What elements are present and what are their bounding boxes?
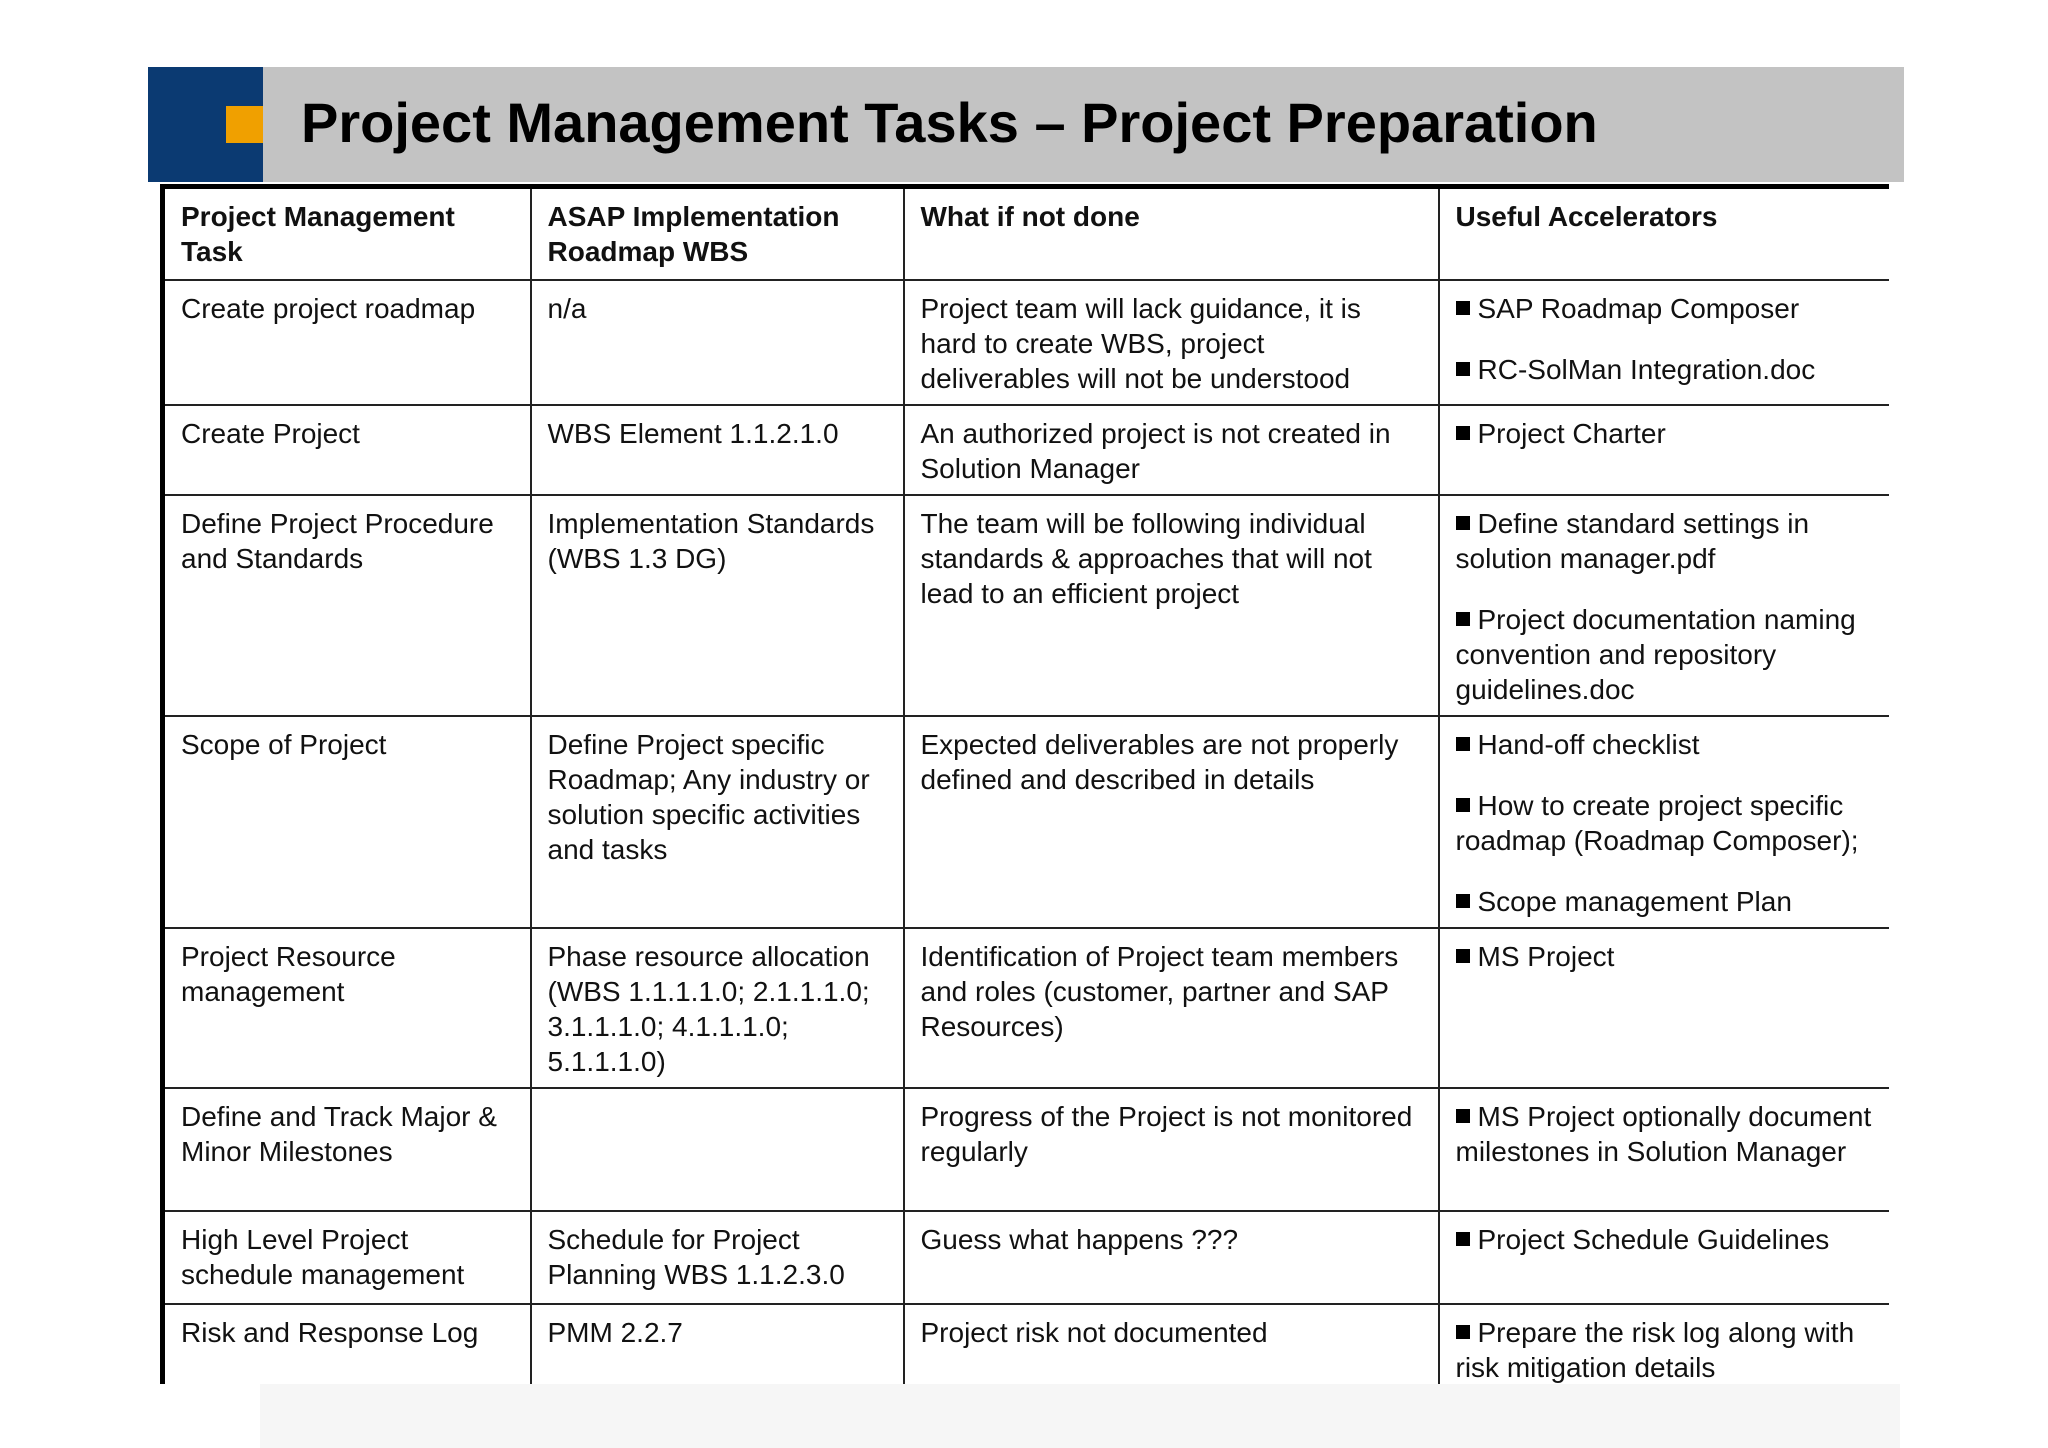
- task-cell: Create project roadmap: [163, 280, 531, 405]
- page-title: Project Management Tasks – Project Preparation: [301, 91, 1598, 154]
- accelerator-text: SAP Roadmap Composer: [1477, 292, 1800, 324]
- accelerator-text: Hand-off checklist: [1477, 728, 1700, 760]
- accelerators-cell: [1439, 1088, 1890, 1211]
- wbs-cell: Define Project specific Roadmap; Any industry or solution specific activities and tasks: [531, 716, 904, 928]
- square-bullet-icon: [1456, 362, 1470, 376]
- accelerator-text: Define standard settings in solution manager.pdf: [1455, 507, 1810, 574]
- square-bullet-icon: [1456, 798, 1470, 812]
- table-body: [163, 280, 1890, 1385]
- square-bullet-icon: [1456, 949, 1470, 963]
- accelerator-item: [1456, 788, 1874, 858]
- accelerator-item: [1456, 416, 1874, 451]
- task-cell: Define and Track Major & Minor Milestones: [163, 1088, 531, 1211]
- header-cell: Project Management Task: [163, 187, 531, 280]
- if-not-done-cell: Guess what happens ???: [904, 1211, 1439, 1304]
- accelerator-text: Scope management Plan: [1477, 885, 1792, 917]
- if-not-done-cell: Identification of Project team members and roles (customer, partner and SAP Resources): [904, 928, 1439, 1088]
- square-bullet-icon: [1456, 737, 1470, 751]
- table-frame: [160, 184, 1889, 1384]
- wbs-cell: Phase resource allocation (WBS 1.1.1.1.0; 2.1.1.1.0; 3.1.1.1.0; 4.1.1.1.0; 5.1.1.1.0): [531, 928, 904, 1088]
- table-row: [163, 405, 1890, 495]
- square-bullet-icon: [1456, 1232, 1470, 1246]
- accelerators-cell: [1439, 1304, 1890, 1385]
- accelerators-cell: [1439, 280, 1890, 405]
- accelerator-item: [1456, 727, 1874, 762]
- accelerator-text: MS Project optionally document milestones in Solution Manager: [1455, 1100, 1872, 1167]
- footer-band: [260, 1384, 1900, 1448]
- square-bullet-icon: [1456, 894, 1470, 908]
- accelerator-text: How to create project specific roadmap (Roadmap Composer);: [1455, 789, 1859, 856]
- square-bullet-icon: [1456, 426, 1470, 440]
- task-cell: High Level Project schedule management: [163, 1211, 531, 1304]
- accelerator-text: MS Project: [1477, 940, 1615, 972]
- header-cell: What if not done: [904, 187, 1439, 280]
- title-bar: [148, 67, 1904, 182]
- table-row: [163, 1211, 1890, 1304]
- accelerators-cell: [1439, 495, 1890, 716]
- accelerator-item: [1456, 602, 1874, 707]
- if-not-done-cell: Project team will lack guidance, it is hard to create WBS, project deliverables will not be understood: [904, 280, 1439, 405]
- header-cell: ASAP Implementation Roadmap WBS: [531, 187, 904, 280]
- square-bullet-icon: [1456, 516, 1470, 530]
- square-bullet-icon: [1456, 1109, 1470, 1123]
- brand-square-icon: [226, 106, 263, 143]
- table-row: [163, 1088, 1890, 1211]
- wbs-cell: [531, 1088, 904, 1211]
- brand-block: [148, 67, 263, 182]
- accelerator-text: Project Schedule Guidelines: [1477, 1223, 1830, 1255]
- task-cell: Define Project Procedure and Standards: [163, 495, 531, 716]
- square-bullet-icon: [1456, 612, 1470, 626]
- accelerators-cell: [1439, 928, 1890, 1088]
- accelerators-cell: [1439, 405, 1890, 495]
- header-cell: Useful Accelerators: [1439, 187, 1890, 280]
- accelerator-item: [1456, 1099, 1874, 1169]
- accelerator-item: [1456, 291, 1874, 326]
- tasks-table: [160, 184, 1889, 1384]
- square-bullet-icon: [1456, 301, 1470, 315]
- accelerator-text: Project Charter: [1477, 417, 1666, 449]
- task-cell: Project Resource management: [163, 928, 531, 1088]
- accelerator-item: [1456, 506, 1874, 576]
- task-cell: Scope of Project: [163, 716, 531, 928]
- accelerators-cell: [1439, 1211, 1890, 1304]
- accelerator-item: [1456, 884, 1874, 919]
- wbs-cell: Schedule for Project Planning WBS 1.1.2.3.0: [531, 1211, 904, 1304]
- table-row: [163, 495, 1890, 716]
- wbs-cell: Implementation Standards (WBS 1.3 DG): [531, 495, 904, 716]
- accelerator-text: RC-SolMan Integration.doc: [1477, 353, 1816, 385]
- header-row: [163, 187, 1890, 280]
- if-not-done-cell: An authorized project is not created in Solution Manager: [904, 405, 1439, 495]
- accelerator-text: Prepare the risk log along with risk mitigation details: [1455, 1316, 1855, 1383]
- if-not-done-cell: Expected deliverables are not properly defined and described in details: [904, 716, 1439, 928]
- wbs-cell: PMM 2.2.7: [531, 1304, 904, 1385]
- if-not-done-cell: Project risk not documented: [904, 1304, 1439, 1385]
- table-row: [163, 928, 1890, 1088]
- task-cell: Create Project: [163, 405, 531, 495]
- wbs-cell: WBS Element 1.1.2.1.0: [531, 405, 904, 495]
- accelerator-item: [1456, 939, 1874, 974]
- accelerator-item: [1456, 1315, 1874, 1385]
- if-not-done-cell: Progress of the Project is not monitored regularly: [904, 1088, 1439, 1211]
- wbs-cell: n/a: [531, 280, 904, 405]
- square-bullet-icon: [1456, 1325, 1470, 1339]
- table-row: [163, 1304, 1890, 1385]
- accelerators-cell: [1439, 716, 1890, 928]
- accelerator-item: [1456, 1222, 1874, 1257]
- accelerator-text: Project documentation naming convention and repository guidelines.doc: [1455, 603, 1856, 705]
- accelerator-item: [1456, 352, 1874, 387]
- task-cell: Risk and Response Log: [163, 1304, 531, 1385]
- table-row: [163, 280, 1890, 405]
- if-not-done-cell: The team will be following individual standards & approaches that will not lead to an efficient project: [904, 495, 1439, 716]
- table-row: [163, 716, 1890, 928]
